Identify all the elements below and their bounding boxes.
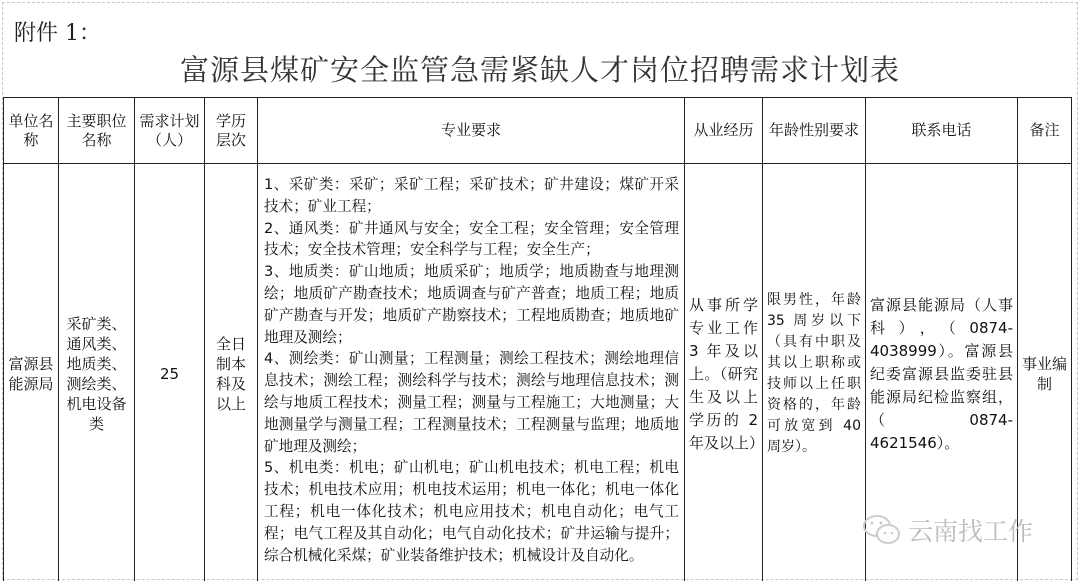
recruitment-table: [3, 97, 1072, 581]
cell-count: 25: [135, 164, 205, 581]
cell-note: 事业编制: [1018, 164, 1072, 581]
header-contact: 联系电话: [866, 98, 1018, 164]
major-electromechanical: 5、机电类：机电；矿山机电；矿山机电技术；机电工程；机电技术；机电技术应用；机电技术运用；机电一体化；机电一体化工程；机电一体化技术；机电应用技术；机电自动化；电气工程；电气工程及其自动化；电气自动化技术；矿井运输与提升；综合机械化采煤；矿业装备维护技术；机械设计及自动化。: [264, 459, 679, 564]
cell-experience: 从事所学专业工作 3 年及以上。（研究生及以上学历的 2 年及以上）: [685, 164, 763, 581]
attachment-label: 附件 1：: [14, 21, 101, 46]
cell-education: 全日制本科及以上: [205, 164, 258, 581]
major-geology: 3、地质类：矿山地质；地质采矿；地质学；地质勘查与地理测绘；地质矿产勘查技术；地质调查与矿产普查；地质工程；地质矿产勘查与开发；地质矿产勘察技术；工程地质勘查；地质地矿地理及测绘；: [264, 263, 679, 346]
header-experience: 从业经历: [685, 98, 763, 164]
header-unit: 单位名称: [4, 98, 59, 164]
header-education: 学历层次: [205, 98, 258, 164]
header-position: 主要职位名称: [59, 98, 135, 164]
major-ventilation: 2、通风类：矿井通风与安全；安全工程；安全管理；安全管理技术；安全技术管理；安全科学与工程；安全生产；: [264, 219, 679, 259]
cell-unit: 富源县能源局: [4, 164, 59, 581]
header-age-gender: 年龄性别要求: [763, 98, 866, 164]
cell-contact: 富源县能源局（人事科），（0874-4038999）。富源县纪委富源县监委驻县能源局纪检监察组，（0874-4621546）。: [866, 164, 1018, 581]
header-majors: 专业要求: [258, 98, 685, 164]
table-header-row: [4, 98, 1072, 164]
wechat-icon: [862, 513, 902, 547]
cell-majors: [258, 164, 685, 581]
document-title: 富源县煤矿安全监管急需紧缺人才岗位招聘需求计划表: [179, 53, 900, 87]
header-note: 备注: [1018, 98, 1072, 164]
major-mining: 1、采矿类：采矿；采矿工程；采矿技术；矿井建设；煤矿开采技术；矿业工程；: [264, 176, 679, 215]
watermark: [862, 512, 1033, 548]
watermark-text: 云南找工作: [908, 517, 1034, 546]
major-surveying: 4、测绘类：矿山测量；工程测量；测绘工程技术；测绘地理信息技术；测绘工程；测绘科学与技术；测绘与地理信息技术；测绘与地质工程技术；测量工程；测量与工程施工；大地测量；大地测量学与测量工程；工程测量技术；工程测量与监理；地质地矿地理及测绘；: [264, 350, 679, 455]
header-count: 需求计划（人）: [135, 98, 205, 164]
cell-position: 采矿类、通风类、地质类、测绘类、机电设备类: [59, 164, 135, 581]
cell-age-gender: 限男性，年龄 35 周岁以下（具有中职及其以上职称或技师以上任职资格的，年龄可放宽到 40 周岁）。: [763, 164, 866, 581]
